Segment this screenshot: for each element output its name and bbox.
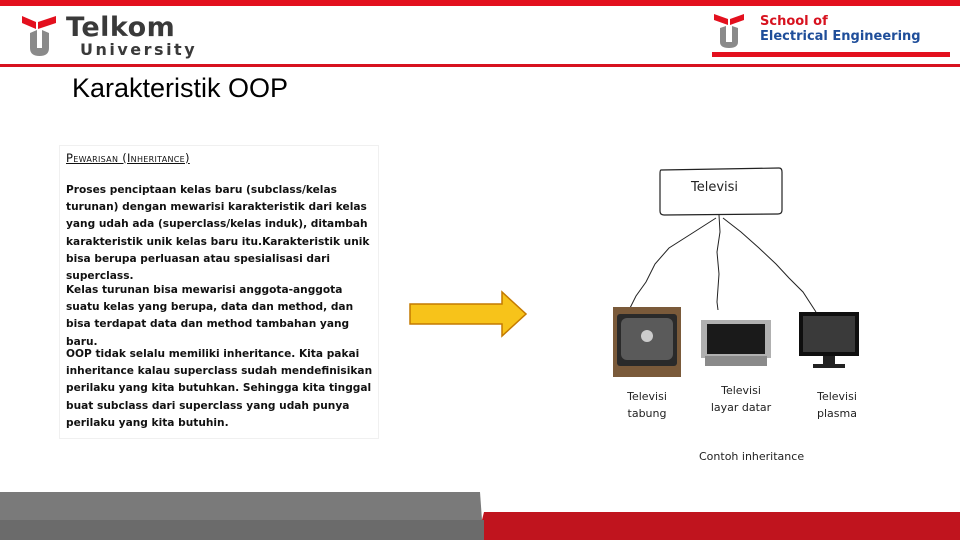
diagram-lines [591,152,879,475]
child-label-plasma-line1: Televisi [817,390,857,403]
logo-right-line2: Electrical Engineering [760,29,921,44]
child-label-tabung-line1: Televisi [627,390,667,403]
paragraph-2: Kelas turunan bisa mewarisi anggota-anggota suatu kelas yang berupa, data dan method, dan bisa terdapat data dan method tambahan yang baru. [66,284,354,348]
diagram-root-label: Televisi [691,180,739,195]
child-label-layar-datar-line1: Televisi [721,384,761,397]
child-label-layar-datar [701,382,781,416]
logo-right-line1: School of [760,14,828,29]
paragraph-3: OOP tidak selalu memiliki inheritance. Kita pakai inheritance kalau superclass sudah mendefinisikan perilaku yang kita butuhkan. Sehingga kita tinggal buat subclass dari superclass yang udah punya perilaku yang kita butuhin. [66,348,373,429]
paragraph-1: Proses penciptaan kelas baru (subclass/kelas turunan) dengan mewarisi karakteristik dari kelas yang udah ada (superclass/kelas induk), ditambah karakteristik unik kelas baru itu.Karakteristik unik bisa berupa perluasan atau spesialisasi dari superclass. [66,184,370,283]
footer-band [0,492,960,540]
child-label-plasma-line2: plasma [817,407,857,420]
crt-tv-icon [613,307,681,377]
plasma-tv-icon [799,312,859,368]
logo-left-line1: Telkom [66,12,176,43]
child-label-tabung-line2: tabung [627,407,667,420]
diagram-caption: Contoh inheritance [699,450,805,463]
child-label-layar-datar-line2: layar datar [710,401,772,414]
flat-screen-tv-icon [701,320,771,366]
panel-heading: Pewarisan (Inheritance) [66,151,190,165]
child-label-plasma [807,388,867,422]
child-label-tabung [617,388,677,422]
slide-title: Karakteristik OOP [72,73,289,103]
inheritance-text-panel [60,146,378,438]
right-arrow-icon [408,290,528,338]
logo-left-line2: University [80,40,198,59]
header-divider [0,64,960,67]
inheritance-diagram [591,152,879,475]
